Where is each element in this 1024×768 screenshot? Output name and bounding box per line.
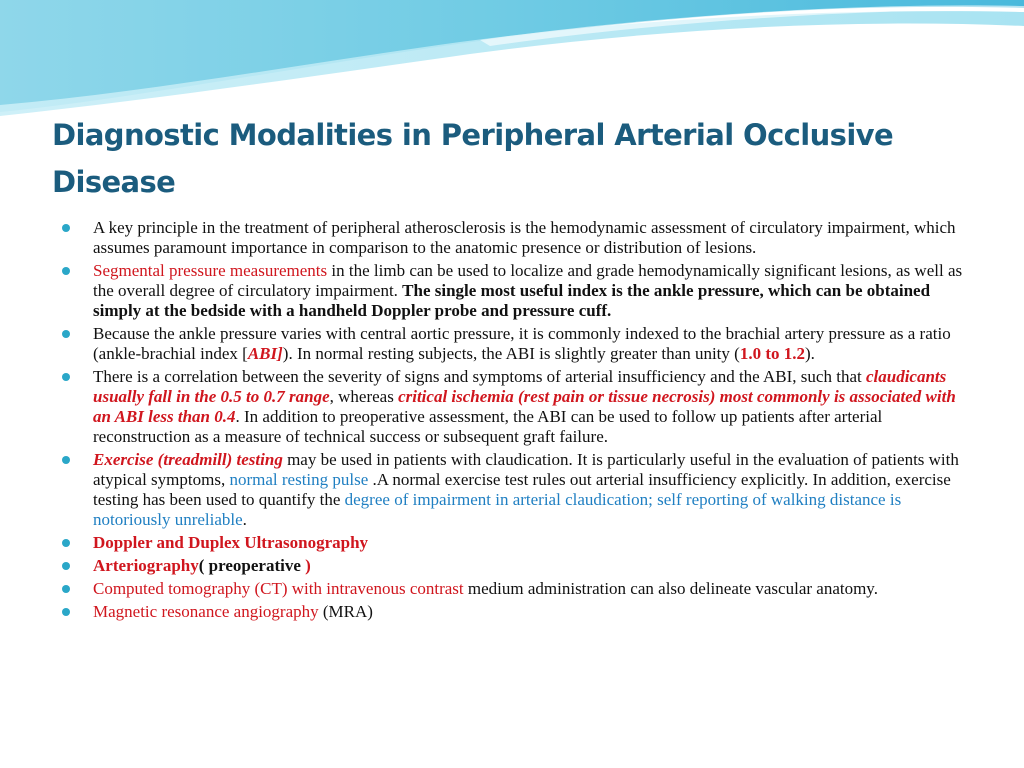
bullet-item-5: Exercise (treadmill) testing may be used in patients with claudication. It is particularly useful in the evaluation of patients with atypical symptoms, normal resting pulse .A normal exercise test rules out arterial insufficiency explicitly. In addition, exercise testing has been used to quantify the degree of impairment in arterial claudication; self reporting of walking distance is notoriously unreliable. [60, 450, 968, 530]
highlight-text: Computed tomography (CT) with intravenous contrast [93, 579, 464, 598]
bullet-item-3: Because the ankle pressure varies with central aortic pressure, it is commonly indexed to the brachial artery pressure as a ratio (ankle-brachial index [ABI]). In normal resting subjects, the ABI is slightly greater than unity (1.0 to 1.2). [60, 324, 968, 364]
highlight-text: ABI] [247, 344, 283, 363]
bullet-item-2: Segmental pressure measurements in the limb can be used to localize and grade hemodynamically significant lesions, as well as the overall degree of circulatory impairment. The single most useful index is the ankle pressure, which can be obtained simply at the bedside with a handheld Doppler probe and pressure cuff. [60, 261, 968, 321]
highlight-text: 1.0 to 1.2 [739, 344, 805, 363]
slide-title: Diagnostic Modalities in Peripheral Arterial Occlusive Disease [52, 118, 894, 199]
bullet-icon [62, 608, 70, 616]
highlight-text: claudicants usually fall in the 0.5 to 0.7 range [93, 367, 947, 406]
bullet-icon [62, 456, 70, 464]
bullet-icon [62, 330, 70, 338]
bullet-icon [62, 539, 70, 547]
header-wave-decoration [0, 0, 1024, 120]
emphasis-text: The single most useful index is the ankle pressure, which can be obtained simply at the bedside with a handheld Doppler probe and pressure cuff. [93, 281, 931, 320]
bullet-icon [62, 267, 70, 275]
highlight-text: Doppler and Duplex Ultrasonography [93, 533, 369, 552]
highlight-text: critical ischemia (rest pain or tissue necrosis) most commonly is associated with an ABI less than 0.4 [93, 387, 956, 426]
bullet-icon [62, 562, 70, 570]
highlight-text: Magnetic resonance angiography [93, 602, 319, 621]
bullet-list [60, 218, 968, 622]
bullet-item-9: Magnetic resonance angiography (MRA) [60, 602, 968, 622]
bullet-item-7: Arteriography( preoperative ) [60, 556, 968, 576]
highlight-text-blue: normal resting pulse [229, 470, 369, 489]
highlight-text: Arteriography [93, 556, 199, 575]
bullet-item-1: A key principle in the treatment of peripheral atherosclerosis is the hemodynamic assessment of circulatory impairment, which assumes paramount importance in comparison to the anatomic presence or distribution of lesions. [60, 218, 968, 258]
highlight-text: Segmental pressure measurements [93, 261, 328, 280]
slide-content [60, 218, 968, 625]
highlight-text-blue: degree of impairment in arterial claudication; self reporting of walking distance is notoriously unreliable [93, 490, 902, 529]
highlight-text: Exercise (treadmill) testing [93, 450, 283, 469]
bullet-item-4: There is a correlation between the severity of signs and symptoms of arterial insufficiency and the ABI, such that claudicants usually fall in the 0.5 to 0.7 range, whereas critical ischemia (rest pain or tissue necrosis) most commonly is associated with an ABI less than 0.4. In addition to preoperative assessment, the ABI can be used to follow up patients after arterial reconstruction as a measure of technical success or subsequent graft failure. [60, 367, 968, 447]
bullet-icon [62, 224, 70, 232]
bullet-icon [62, 373, 70, 381]
bullet-item-8: Computed tomography (CT) with intravenous contrast medium administration can also delineate vascular anatomy. [60, 579, 968, 599]
bullet-item-6 [60, 533, 968, 553]
bullet-icon [62, 585, 70, 593]
